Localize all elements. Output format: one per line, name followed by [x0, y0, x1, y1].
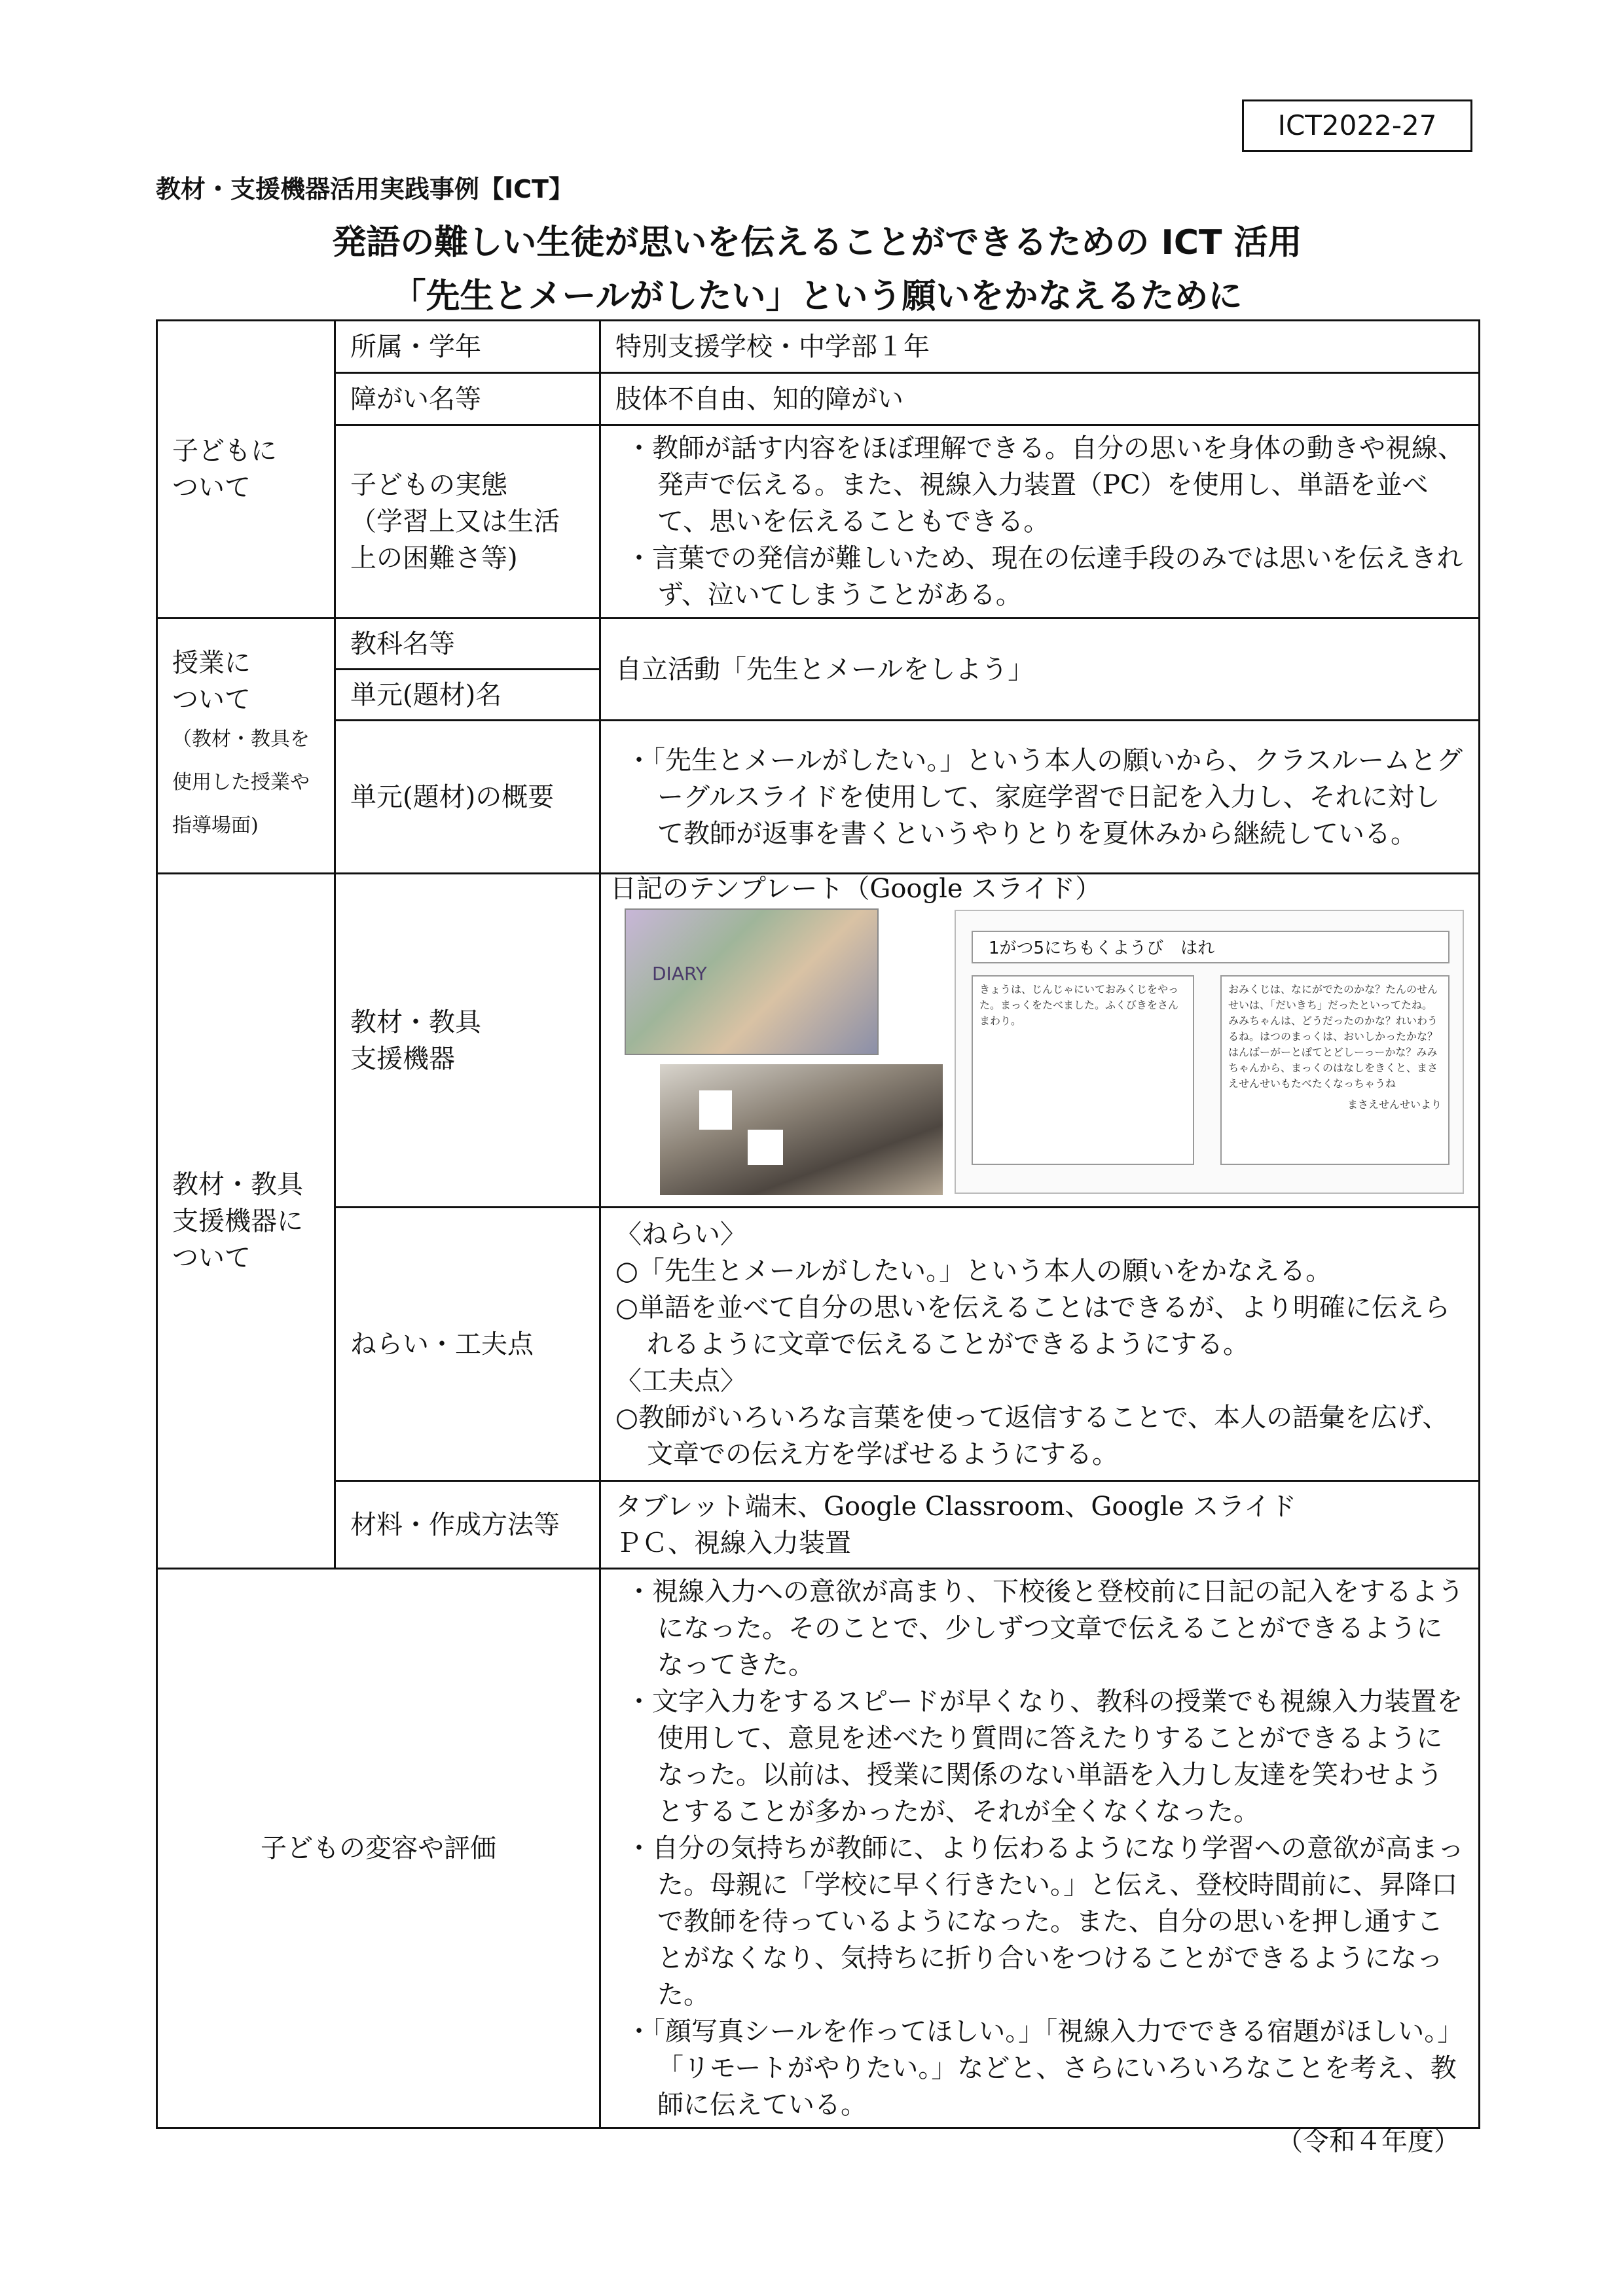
child-state-list [600, 425, 1480, 619]
title-line-1: 発語の難しい生徒が思いを伝えることができるための ICT 活用 [332, 223, 1302, 262]
evaluation-item: ・文字入力をするスピードが早くなり、教科の授業でも視線入力装置を使用して、意見を述べたり質問に答えたりすることができるようになった。以前は、授業に関係のない単語を入力し友達を笑わせようとすることが多かったが、それが全くなくなった。 [626, 1687, 1463, 1827]
aim-heading: 〈工夫点〉 [615, 1365, 746, 1396]
diary-cover-image [625, 908, 879, 1055]
aim-item: ○「先生とメールがしたい。」という本人の願いをかなえる。 [615, 1255, 1332, 1286]
child-state-item: ・言葉での発信が難しいため、現在の伝達手段のみでは思いを伝えきれず、泣いてしまうことがある。 [626, 543, 1463, 610]
title-line-2: 「先生とメールがしたい」という願いをかなえるために [392, 277, 1243, 316]
evaluation-label: 子どもの変容や評価 [157, 1569, 600, 2128]
aim-list [600, 1208, 1480, 1481]
lesson-section-title: 授業に ついて [172, 647, 251, 715]
privacy-mask [748, 1130, 783, 1165]
evaluation-item: ・視線入力への意欲が高まり、下校後と登校前に日記の記入をするようになった。そのことで、少しずつ文章で伝えることができるようになってきた。 [626, 1577, 1464, 1680]
method-line: ＰＣ、視線入力装置 [615, 1528, 851, 1558]
photo-caption: 日記のテンプレート（Google スライド） [610, 874, 1102, 904]
aim-label: ねらい・工夫点 [335, 1208, 600, 1481]
teacher-reply-text: おみくじは、なにがでたのかな？たんのせんせいは、「だいきち」だったといってたね。みみちゃんは、どうだったのかな？れいわうるね。はつのまっくは、おいしかったかな？はんばーがーとぽてとどしーっーかな？みみちゃんから、まっくのはなしをきくと、まさえせんせいもたべたくなっちゃうね [1228, 983, 1438, 1090]
category-heading: 教材・支援機器活用実践事例【ICT】 [156, 175, 574, 204]
affiliation-label: 所属・学年 [335, 321, 600, 373]
case-table [156, 319, 1480, 2129]
diary-slide-template [955, 910, 1464, 1194]
document-id: ICT2022-27 [1242, 99, 1472, 152]
evaluation-list [600, 1569, 1480, 2128]
fiscal-year-footer: （令和４年度） [1277, 2126, 1460, 2157]
privacy-mask [699, 1090, 732, 1130]
lesson-section-subtitle: （教材・教具を使用した授業や指導場面) [172, 727, 310, 837]
overview-text: ・「先生とメールがしたい。」という本人の願いから、クラスルームとグーグルスライドを使用して、家庭学習で日記を入力し、それに対して教師が返事を書くというやりとりを夏休みから継続している。 [626, 745, 1463, 849]
photo-cell [600, 874, 1480, 1208]
tools-label: 教材・教具 支援機器 [335, 874, 600, 1208]
subject-value: 自立活動「先生とメールをしよう」 [600, 619, 1480, 721]
overview-value [600, 721, 1480, 874]
method-label: 材料・作成方法等 [335, 1481, 600, 1569]
materials-section-label: 教材・教具 支援機器に ついて [157, 874, 335, 1569]
teacher-reply-box [1220, 975, 1450, 1165]
evaluation-item: ・「顔写真シールを作ってほしい。」「視線入力でできる宿題がほしい。」「リモートがやりたい。」などと、さらにいろいろなことを考え、教師に伝えている。 [626, 2017, 1464, 2120]
affiliation-value: 特別支援学校・中学部１年 [600, 321, 1480, 373]
photo-area [606, 874, 1473, 1195]
lesson-section-label [157, 619, 335, 874]
child-section-label: 子どもに ついて [157, 321, 335, 619]
overview-label: 単元(題材)の概要 [335, 721, 600, 874]
aim-heading: 〈ねらい〉 [615, 1219, 746, 1249]
student-entry-box: きょうは、じんじゃにいておみくじをやった。まっくをたべました。ふくびきをさんまわり。 [972, 975, 1194, 1165]
evaluation-item: ・自分の気持ちが教師に、より伝わるようになり学習への意欲が高まった。母親に「学校に早く行きたい。」と伝え、登校時間前に、昇降口で教師を待っているようになった。また、自分の思いを押し通すことがなくなり、気持ちに折り合いをつけることができるようになった。 [626, 1833, 1464, 2010]
aim-item: ○教師がいろいろな言葉を使って返信することで、本人の語彙を広げ、文章での伝え方を学ばせるようにする。 [615, 1402, 1449, 1469]
method-line: タブレット端末、Google Classroom、Google スライド [615, 1491, 1297, 1522]
disability-value: 肢体不自由、知的障がい [600, 373, 1480, 425]
child-state-item: ・教師が話す内容をほぼ理解できる。自分の思いを身体の動きや視線、発声で伝える。また、視線入力装置（PC）を使用し、単語を並べて、思いを伝えることもできる。 [626, 433, 1464, 537]
child-state-label: 子どもの実態 （学習上又は生活上の困難さ等) [335, 425, 600, 619]
teacher-signature: まさえせんせいより [1347, 1098, 1442, 1111]
subject-label: 教科名等 [335, 619, 600, 670]
disability-label: 障がい名等 [335, 373, 600, 425]
slide-date-header: 1がつ5にちもくようび はれ [972, 931, 1450, 963]
aim-item: ○単語を並べて自分の思いを伝えることはできるが、より明確に伝えられるように文章で伝えることができるようにする。 [615, 1292, 1450, 1359]
eye-gaze-device-photo [660, 1064, 943, 1195]
unit-label: 単元(題材)名 [335, 670, 600, 721]
diary-logo: DIARY [652, 963, 707, 984]
method-value [600, 1481, 1480, 1569]
